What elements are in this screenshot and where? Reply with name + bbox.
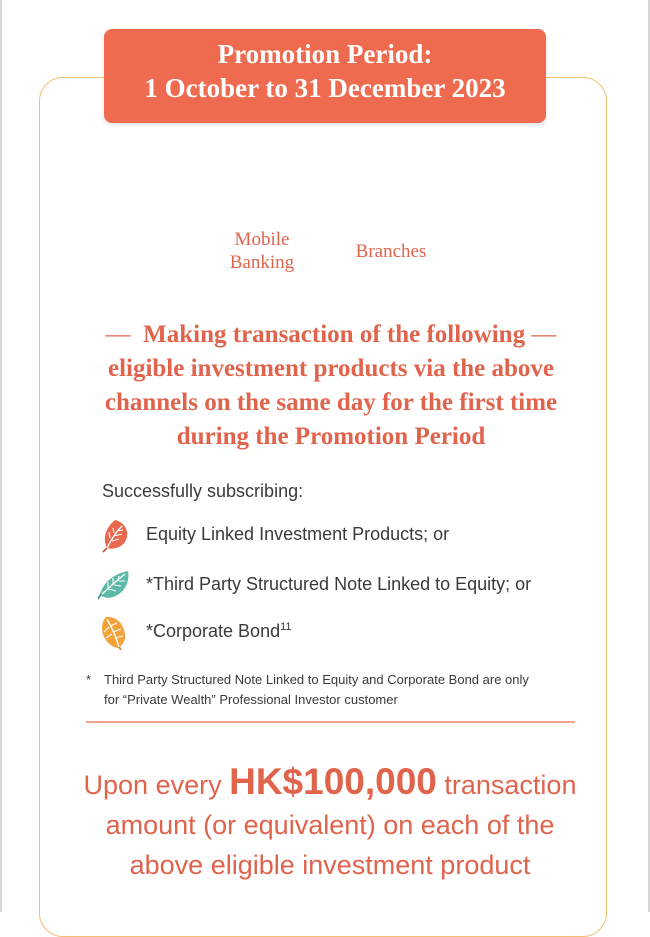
product-label-equity-linked: Equity Linked Investment Products; or <box>146 524 450 544</box>
product-label-structured-note: *Third Party Structured Note Linked to Equity; or <box>146 574 532 594</box>
teal-leaf-icon <box>98 567 132 603</box>
red-leaf-icon <box>98 517 132 553</box>
offer-line3: above eligible investment product <box>129 850 531 880</box>
footnote-line1: Third Party Structured Note Linked to Equity and Corporate Bond are only <box>104 672 529 687</box>
channel-mobile-line1: Mobile <box>234 229 290 250</box>
subscribe-label: Successfully subscribing: <box>102 481 304 501</box>
heading-line4: during the Promotion Period <box>176 423 486 450</box>
eligibility-heading <box>66 318 596 454</box>
channel-mobile-line2: Banking <box>229 252 295 273</box>
heading-line2: eligible investment products via the above <box>107 355 555 382</box>
heading-dash-left: — <box>105 321 131 348</box>
offer-line2: amount (or equivalent) on each of the <box>105 810 555 840</box>
offer-prefix: Upon every <box>83 770 222 800</box>
offer-suffix: transaction <box>444 770 577 800</box>
footnote <box>86 670 576 710</box>
banner-title: Promotion Period: <box>217 39 433 69</box>
corporate-bond-text: *Corporate Bond <box>146 621 281 641</box>
offer-text <box>50 762 610 885</box>
footnote-line2: for “Private Wealth” Professional Investor customer <box>104 692 398 707</box>
channel-branches: Branches <box>355 241 427 262</box>
left-edge-line <box>0 0 2 912</box>
banner-dates: 1 October to 31 December 2023 <box>144 73 506 103</box>
heading-dash-right: — <box>531 321 557 348</box>
offer-amount: HK$100,000 <box>229 761 437 802</box>
promotion-period-banner <box>104 29 546 123</box>
heading-line3: channels on the same day for the first time <box>104 389 558 416</box>
channel-mobile-banking <box>222 228 302 274</box>
product-label-corporate-bond <box>146 621 292 642</box>
section-divider <box>86 721 575 723</box>
heading-line1: Making transaction of the following <box>143 321 526 348</box>
footnote-star: * <box>86 672 92 687</box>
footnote-ref: 11 <box>280 621 292 633</box>
orange-leaf-icon <box>98 614 132 650</box>
